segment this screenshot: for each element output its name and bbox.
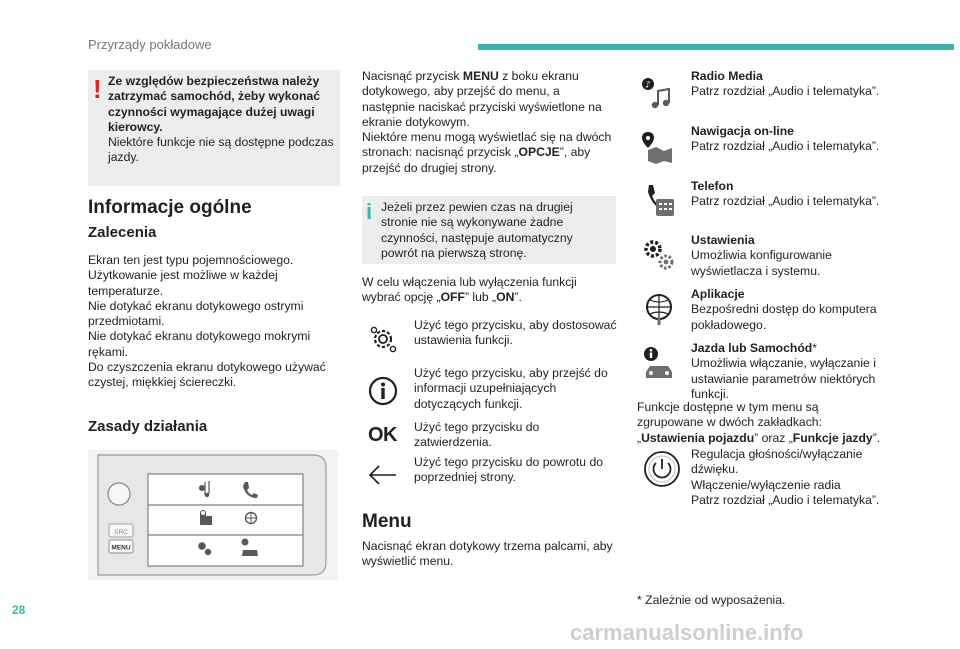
warning-text bbox=[108, 74, 336, 166]
info-icon bbox=[366, 374, 400, 408]
intro-text-part: Nacisnąć przycisk bbox=[362, 69, 463, 83]
watermark: carmanualsonline.info bbox=[570, 620, 804, 645]
footnote-text: Zależnie od wyposażenia. bbox=[645, 593, 786, 607]
navigation-text: Patrz rozdział „Audio i telematyka”. bbox=[691, 139, 880, 154]
telephone-text: Patrz rozdział „Audio i telematyka”. bbox=[691, 194, 880, 209]
src-button-label: SRC bbox=[114, 529, 128, 536]
radio-media-icon bbox=[640, 76, 674, 110]
settings-text: Umożliwia konfigurowanie wyświetlacza i systemu. bbox=[691, 248, 832, 278]
tab-vehicle-settings: Ustawienia pojazdu bbox=[641, 430, 755, 445]
on-off-text-part: ”. bbox=[514, 290, 522, 305]
ok-icon: OK bbox=[368, 424, 397, 446]
footnote bbox=[637, 593, 785, 608]
ok-button-desc: Użyć tego przycisku do zatwierdzenia. bbox=[414, 420, 540, 450]
on-keyword: ON bbox=[496, 290, 515, 305]
footnote-asterisk: * bbox=[637, 593, 642, 607]
car-title: Jazda lub Samochód bbox=[691, 341, 813, 355]
navigation-title: Nawigacja on-line bbox=[691, 124, 794, 138]
info-text: Jeżeli przez pewien czas na drugiej stronie nie są wykonywane żadne czynności, następuje automatyczny powrót na pierwszą stronę. bbox=[381, 200, 573, 260]
navigation-entry bbox=[691, 124, 886, 155]
radio-media-title: Radio Media bbox=[691, 69, 763, 83]
on-off-text-part: ” lub „ bbox=[464, 290, 497, 305]
applications-entry bbox=[691, 287, 886, 333]
settings-button-desc: Użyć tego przycisku, aby dostosować ustawienia funkcji. bbox=[414, 318, 617, 348]
tabs-text-part: ”. bbox=[872, 430, 881, 445]
menu-description: Nacisnąć ekran dotykowy trzema palcami, aby wyświetlić menu. bbox=[362, 539, 613, 569]
page-number: 28 bbox=[12, 603, 26, 617]
recommendations-text: Ekran ten jest typu pojemnościowego. Użytkowanie jest możliwe w każdej temperaturze. Nie dotykać ekranu dotykowego ostrymi przedmiotami. Nie dotykać ekranu dotykowego mokrymi rękami. Do czyszczenia ekranu dotykowego używać czystej, miękkiej ściereczki. bbox=[88, 253, 326, 390]
warning-note-text: Niektóre funkcje nie są dostępne podczas jazdy. bbox=[108, 135, 334, 165]
navigation-icon bbox=[642, 130, 676, 164]
touchscreen-illustration bbox=[88, 450, 338, 580]
telephone-icon bbox=[642, 183, 676, 217]
tab-driving-functions: Funkcje jazdy bbox=[792, 430, 873, 445]
svg-text:♪: ♪ bbox=[645, 80, 651, 91]
on-off-text-part: W celu włączenia lub wyłączenia funkcji wybrać opcję „ bbox=[362, 275, 577, 305]
radio-media-text: Patrz rozdział „Audio i telematyka”. bbox=[691, 84, 880, 99]
info-i-icon: i bbox=[366, 199, 373, 224]
menu-intro-text bbox=[362, 69, 612, 176]
applications-text: Bezpośredni dostęp do komputera pokładowego. bbox=[691, 302, 877, 332]
car-entry bbox=[691, 341, 886, 402]
page-header-title: Przyrządy pokładowe bbox=[88, 37, 212, 52]
menu-button-label: MENU bbox=[111, 544, 131, 552]
settings-icon bbox=[642, 238, 676, 272]
car-title-asterisk: * bbox=[812, 341, 817, 355]
car-info-icon bbox=[642, 346, 676, 380]
volume-description: Regulacja głośności/wyłączanie dźwięku. Włączenie/wyłączenie radia Patrz rozdział „Audio i telematyka”. bbox=[691, 447, 880, 507]
tabs-text-part: Funkcje dostępne w tym menu są zgrupowane w dwóch zakładkach: „ bbox=[637, 400, 822, 445]
tabs-text bbox=[637, 400, 887, 446]
radio-media-entry bbox=[691, 69, 886, 100]
applications-icon bbox=[642, 292, 676, 326]
settings-title: Ustawienia bbox=[691, 233, 755, 247]
settings-entry bbox=[691, 233, 886, 279]
tabs-text-part: ” oraz „ bbox=[754, 430, 793, 445]
section-title-general: Informacje ogólne bbox=[88, 197, 252, 218]
back-button-desc: Użyć tego przycisku do powrotu do poprzedniej strony. bbox=[414, 455, 603, 485]
intro-text-part: ”, aby przejść do drugiej strony. bbox=[362, 145, 591, 175]
telephone-title: Telefon bbox=[691, 179, 734, 193]
intro-text-part: z boku ekranu dotykowego, aby przejść do menu, a następnie naciskać przyciski wyświetlone na ekranie dotykowym. Niektóre menu mogą wyświetlać się na dwóch stronach: nacisnąć przycisk „ bbox=[362, 69, 612, 160]
info-button-desc: Użyć tego przycisku, aby przejść do informacji uzupełniających dotyczących funkcji. bbox=[414, 366, 608, 411]
opcje-keyword: OPCJE bbox=[518, 145, 560, 160]
back-arrow-icon bbox=[366, 458, 400, 492]
on-off-text bbox=[362, 275, 612, 306]
settings-gear-icon bbox=[366, 322, 400, 356]
car-text: Umożliwia włączanie, wyłączanie i ustawianie parametrów niektórych funkcji. bbox=[691, 356, 876, 401]
subsection-title-rules: Zasady działania bbox=[88, 418, 208, 435]
section-title-menu: Menu bbox=[362, 511, 412, 532]
warning-exclamation-icon: ! bbox=[93, 74, 102, 104]
menu-keyword: MENU bbox=[462, 69, 499, 83]
power-volume-icon bbox=[642, 449, 682, 489]
applications-title: Aplikacje bbox=[691, 287, 745, 301]
off-keyword: OFF bbox=[440, 290, 465, 305]
telephone-entry bbox=[691, 179, 886, 210]
warning-bold-text: Ze względów bezpieczeństwa należy zatrzymać samochód, żeby wykonać czynności wymagające dużej uwagi kierowcy. bbox=[108, 74, 321, 134]
subsection-title-recommendations: Zalecenia bbox=[88, 224, 157, 241]
header-accent-bar bbox=[478, 44, 954, 50]
